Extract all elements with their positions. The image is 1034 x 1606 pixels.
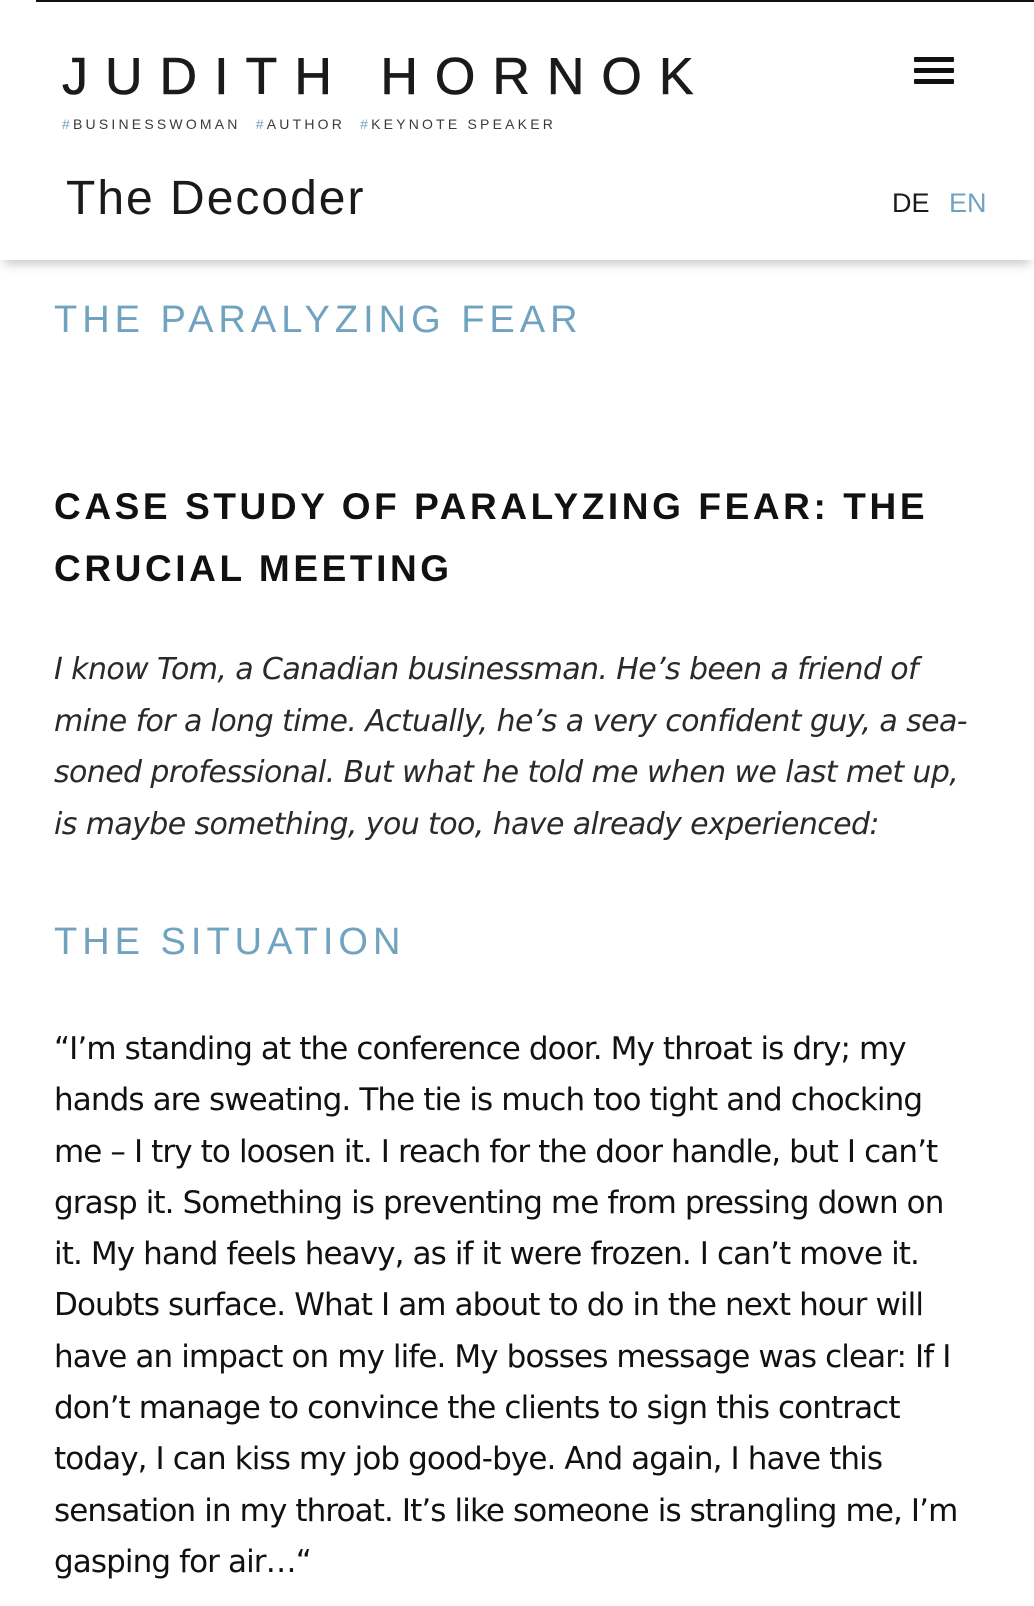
hash-symbol: # — [255, 116, 267, 132]
tagline-text: AUTHOR — [266, 116, 346, 132]
tagline-tag-author — [256, 116, 345, 132]
menu-bar — [914, 57, 954, 62]
tagline-tag-keynote-speaker — [360, 116, 556, 132]
article-content — [54, 290, 974, 1588]
intro-paragraph: I know Tom, a Canadian businessman. He’s been a friend of mine for a long time. Actually, he’s a very confident guy, a seasoned professional. But what he told me when we last met up, is maybe something, you too, have already experienced: — [54, 652, 968, 842]
hash-symbol: # — [360, 116, 372, 132]
brand-name-logo[interactable]: JUDITH HORNOK — [62, 48, 711, 106]
section-title: THE PARALYZING FEAR — [54, 299, 583, 341]
hash-symbol: # — [62, 116, 73, 132]
site-title[interactable]: The Decoder — [66, 172, 366, 225]
language-link-de[interactable]: DE — [892, 188, 930, 218]
menu-bar — [914, 68, 954, 73]
site-header — [0, 2, 1034, 260]
menu-bar — [914, 79, 954, 84]
tagline-tag-businesswoman — [62, 116, 241, 132]
language-switcher — [892, 188, 987, 219]
tagline-text: BUSINESSWOMAN — [73, 116, 241, 132]
tagline-text: KEYNOTE SPEAKER — [371, 116, 557, 132]
hamburger-menu-icon[interactable] — [914, 54, 954, 88]
case-study-title: CASE STUDY OF PARALYZING FEAR: THE CRUCIAL MEETING — [54, 486, 929, 589]
situation-heading: THE SITUATION — [54, 921, 406, 963]
brand-tagline — [62, 116, 564, 132]
situation-paragraph: “I’m standing at the conference door. My throat is dry; my hands are sweating. The tie is much too tight and chocking me – I try to loosen it. I reach for the door handle, but I can’t grasp it. Something is preventing me from pressing down on it. My hand feels heavy, as if it were frozen. I can’t move it. Doubts surface. What I am about to do in the next hour will have an impact on my life. My bosses message was clear: If I don’t manage to convince the clients to sign this contract today, I can kiss my job good-bye. And again, I have this sensation in my throat. It’s like someone is strangling me, I’m gasping for air…“ — [54, 1031, 958, 1580]
language-link-en-active[interactable]: EN — [949, 188, 987, 218]
